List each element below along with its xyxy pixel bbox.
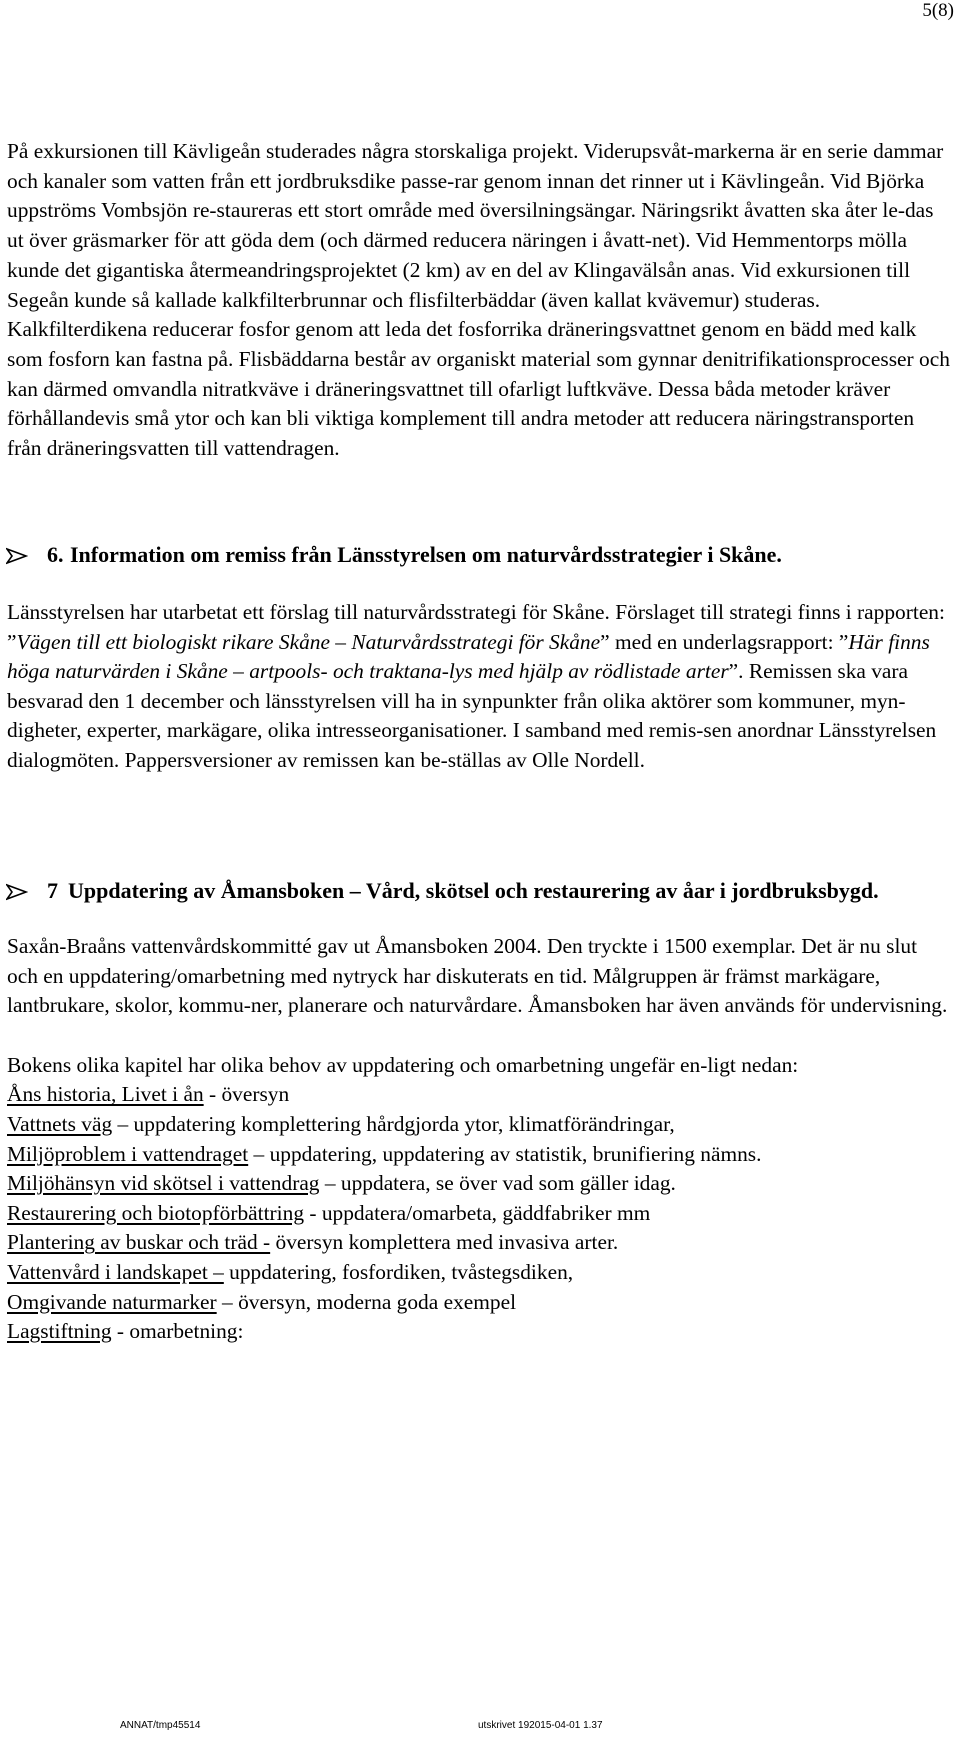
section-7-title: Uppdatering av Åmansboken – Vård, skötsel och restaurering av åar i jordbruksbygd. — [68, 878, 879, 903]
report-connector: ” med en underlagsrapport: ” — [600, 629, 849, 654]
footer-print-date: utskrivet 192015-04-01 1.37 — [478, 1720, 603, 1731]
chapter-note: – uppdatering, uppdatering av statistik, brunifiering nämns. — [248, 1141, 762, 1166]
excursion-paragraph: På exkursionen till Kävligeån studerades några storskaliga projekt. Viderupsvåt-markerna är en serie dammar och kanaler som vatten från ett jordbruksdike passe-rar genom innan det rinner ut i Kävlingeån. Vid Björka uppströms Vombsjön re-staureras ett stort område med översilningsängar. Näringsrikt åvatten ska åter le-das ut över gräsmarker för att göda dem (och därmed reducera näringen i åvatt-net). Vid Hemmentorps mölla kunde det gigantiska återmeandringsprojektet (2 km) av en del av Klingavälsån anas. Vid exkursionen till Segeån kunde så kallade kalkfilterbrunnar och flisfilterbäddar (även kallat kvävemur) studeras. Kalkfilterdikena reducerar fosfor genom att leda det fosforrika dräneringsvattnet genom en bädd med kalk som fosforn kan fastna på. Flisbäddarna består av organiskt material som gynnar denitrifikationsprocesser och kan därmed omvandla nitratkväve i dräneringsvattnet till ofarligt luftkväve. Dessa båda metoder kräver förhållandevis små ytor och kan bli viktiga komplement till andra metoder att reducera näringstransporten från dräneringsvatten till vattendragen. — [7, 139, 950, 461]
section-6-title: Information om remiss från Länsstyrelsen om naturvårdsstrategier i Skåne. — [70, 542, 782, 567]
section-6-intro: Länsstyrelsen har utarbetat ett förslag till naturvårdsstrategi för Skåne. Förslaget till strategi finns i rapporten: — [7, 600, 945, 624]
chapter-item — [7, 1140, 952, 1170]
report-title-1: Vägen till ett biologiskt rikare Skåne – Naturvårdsstrategi för Skåne — [16, 629, 601, 654]
chapter-list — [7, 1080, 952, 1346]
section-6-body — [7, 598, 952, 776]
section-6-rest: ”. Remissen ska vara besvarad den 1 december och länsstyrelsen vill ha in synpunkter från olika aktörer som kommuner, myn-digheter, experter, markägare, olika intresseorganisationer. I samband med remis-sen anordnar Länsstyrelsen dialogmöten. Pappersversioner av remissen kan be-ställas av Olle Nordell. — [7, 659, 937, 772]
chapter-note: – översyn, moderna goda exempel — [216, 1289, 517, 1314]
section-6-number: 6. — [47, 542, 64, 567]
chapter-note: översyn komplettera med invasiva arter. — [270, 1230, 619, 1255]
chapter-name: Plantering av buskar och träd - — [7, 1230, 271, 1255]
section-7-heading — [0, 876, 950, 906]
chapter-name: Miljöproblem i vattendraget — [7, 1141, 249, 1166]
chapter-name: Omgivande naturmarker — [7, 1289, 217, 1314]
arrow-bullet-icon — [6, 547, 28, 565]
chapter-item — [7, 1080, 952, 1110]
chapter-note: uppdatering, fosfordiken, tvåstegsdiken, — [223, 1259, 574, 1284]
chapter-item — [7, 1169, 952, 1199]
chapter-note: - omarbetning: — [111, 1319, 244, 1344]
chapter-item — [7, 1317, 952, 1347]
section-7-number: 7 — [47, 878, 58, 903]
chapter-item — [7, 1228, 952, 1258]
section-7-paragraph: Saxån-Braåns vattenvårdskommitté gav ut Åmansboken 2004. Den tryckte i 1500 exemplar. Det är nu slut och en uppdatering/omarbetning med nytryck har diskuterats en tid. Målgruppen är främst markägare, lantbrukare, skolor, kommu-ner, planerare och naturvårdare. Åmansboken har även används för undervisning. — [7, 934, 948, 1018]
chapter-note: – uppdatering komplettering hårdgjorda ytor, klimatförändringar, — [112, 1111, 675, 1136]
chapters-intro: Bokens olika kapitel har olika behov av uppdatering och omarbetning ungefär en-ligt nedan: — [7, 1052, 799, 1077]
open-quote-1: ” — [7, 629, 17, 654]
chapter-note: - uppdatera/omarbeta, gäddfabriker mm — [304, 1200, 651, 1225]
chapter-name: Restaurering och biotopförbättring — [7, 1200, 305, 1225]
page-number: 5(8) — [922, 0, 954, 21]
chapter-item — [7, 1288, 952, 1318]
chapter-note: – uppdatera, se över vad som gäller idag. — [319, 1171, 676, 1196]
chapter-name: Vattnets väg — [7, 1111, 113, 1136]
chapter-item — [7, 1258, 952, 1288]
chapter-name: Åns historia, Livet i ån — [7, 1082, 204, 1107]
chapter-item — [7, 1199, 952, 1229]
chapter-note: - översyn — [203, 1082, 290, 1107]
section-6-references — [7, 628, 952, 776]
report-title-2: Här finns höga naturvärden i Skåne – artpools- och traktana-lys med hjälp av rödlistade arter — [7, 629, 930, 684]
chapter-name: Vattenvård i landskapet – — [7, 1259, 224, 1284]
section-7-body — [7, 932, 952, 1347]
section-6-heading — [0, 540, 950, 570]
chapter-name: Lagstiftning — [7, 1319, 112, 1344]
chapter-name: Miljöhänsyn vid skötsel i vattendrag — [7, 1171, 320, 1196]
arrow-bullet-icon — [6, 883, 28, 901]
chapter-item — [7, 1110, 952, 1140]
footer-file-reference: ANNAT/tmp45514 — [120, 1720, 201, 1731]
